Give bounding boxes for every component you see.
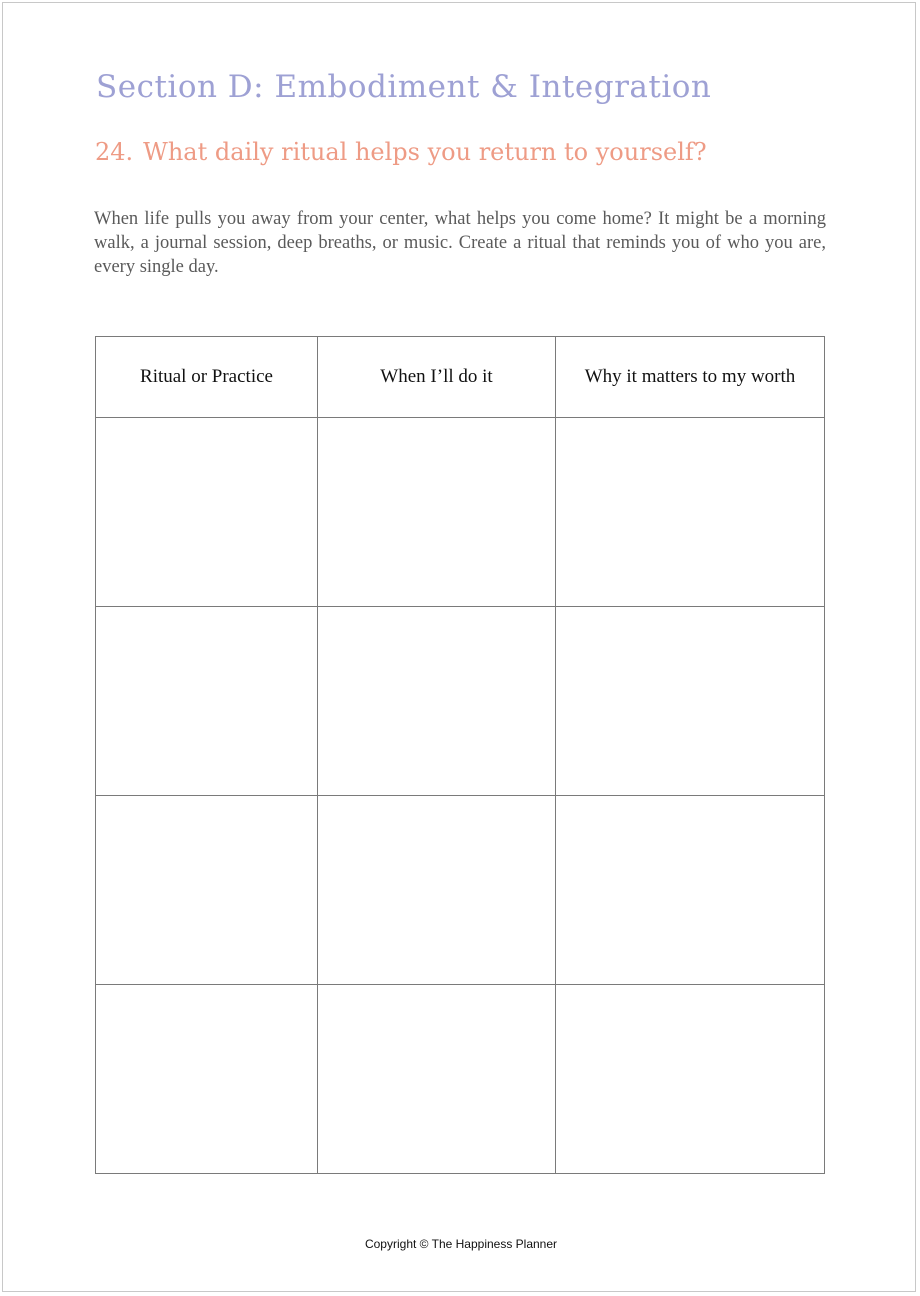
section-title: Section D: Embodiment & Integration bbox=[96, 69, 712, 105]
header-when-ill-do-it: When I’ll do it bbox=[318, 337, 556, 418]
worksheet-page bbox=[2, 2, 916, 1292]
question-text: What daily ritual helps you return to yourself? bbox=[143, 138, 707, 166]
table-header-row bbox=[96, 337, 825, 418]
question-heading bbox=[95, 138, 707, 166]
when-cell[interactable] bbox=[318, 418, 556, 607]
ritual-cell[interactable] bbox=[96, 418, 318, 607]
header-why-it-matters: Why it matters to my worth bbox=[556, 337, 825, 418]
when-cell[interactable] bbox=[318, 607, 556, 796]
why-cell[interactable] bbox=[556, 607, 825, 796]
table-row bbox=[96, 796, 825, 985]
table-row bbox=[96, 985, 825, 1174]
table-row bbox=[96, 607, 825, 796]
ritual-cell[interactable] bbox=[96, 985, 318, 1174]
ritual-cell[interactable] bbox=[96, 607, 318, 796]
why-cell[interactable] bbox=[556, 418, 825, 607]
header-ritual-or-practice: Ritual or Practice bbox=[96, 337, 318, 418]
question-number: 24. bbox=[95, 138, 134, 166]
ritual-cell[interactable] bbox=[96, 796, 318, 985]
ritual-table bbox=[95, 336, 825, 1174]
why-cell[interactable] bbox=[556, 796, 825, 985]
copyright-footer: Copyright © The Happiness Planner bbox=[364, 1237, 558, 1251]
when-cell[interactable] bbox=[318, 985, 556, 1174]
intro-paragraph: When life pulls you away from your center, what helps you come home? It might be a morning walk, a journal session, deep breaths, or music. Create a ritual that reminds you of who you are, every single day. bbox=[94, 209, 826, 277]
when-cell[interactable] bbox=[318, 796, 556, 985]
table-row bbox=[96, 418, 825, 607]
why-cell[interactable] bbox=[556, 985, 825, 1174]
